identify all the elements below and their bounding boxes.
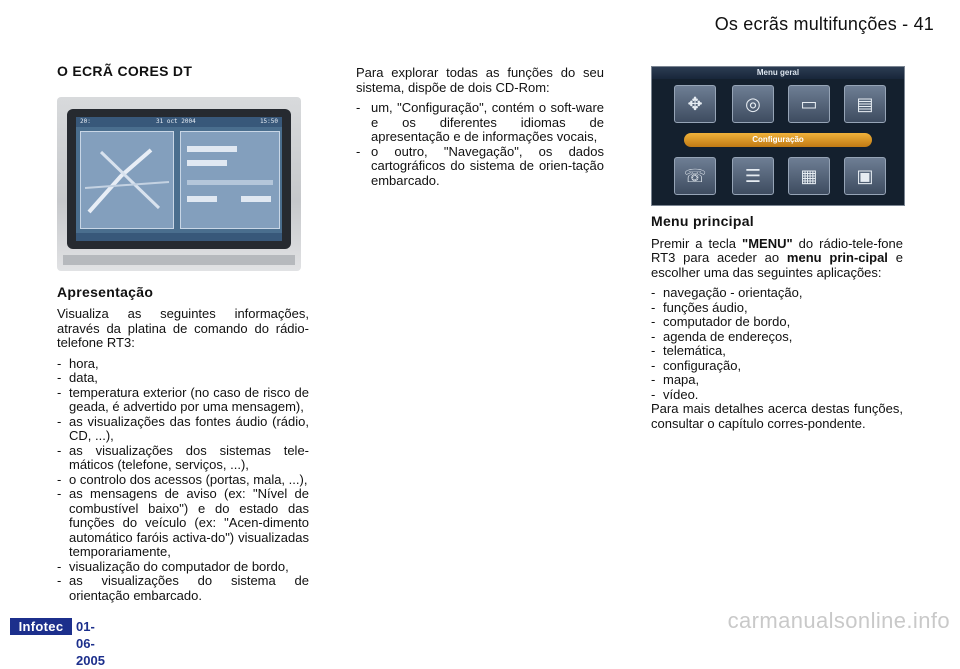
- para-text: Premir a tecla: [651, 235, 743, 251]
- lcd-radio-pane: [180, 131, 280, 229]
- section-title-apresentacao: Apresentação: [57, 283, 154, 300]
- lcd-status-bar: [76, 117, 282, 127]
- page-header-title: Os ecrãs multifunções - 41: [714, 14, 934, 34]
- menu-geral-screenshot: [651, 66, 905, 206]
- section-title-menu-principal: Menu principal: [651, 213, 754, 229]
- middle-column: [356, 66, 604, 188]
- list-item: - as visualizações do sistema de orientação embarcado.: [57, 574, 309, 603]
- list-item: - temperatura exterior (no caso de risco de geada, é advertido por uma mensagem),: [57, 386, 309, 415]
- infotec-logo: Infotec: [10, 618, 72, 635]
- cdrom-intro: Para explorar todas as funções do seu sistema, dispõe de dois CD-Rom:: [356, 65, 604, 95]
- right-column: [651, 66, 903, 437]
- agenda-icon: ▤: [844, 85, 886, 123]
- menu-title: Menu geral: [652, 67, 904, 79]
- radio-bars-graphic: [181, 132, 279, 228]
- list-item: - mapa,: [651, 373, 903, 388]
- dt-screen-photo: [57, 97, 301, 271]
- section-title-ecra: O ECRÃ CORES DT: [57, 63, 193, 79]
- map-icon: ▦: [788, 157, 830, 195]
- left-column: [57, 64, 309, 603]
- list-item: - hora,: [57, 357, 309, 372]
- apresentacao-list: [57, 357, 309, 604]
- list-item: - vídeo.: [651, 388, 903, 403]
- list-item: - data,: [57, 371, 309, 386]
- list-item: - as visualizações das fontes áudio (rádio, CD, ...),: [57, 415, 309, 444]
- para-text: e escolher uma das seguintes aplicações:: [651, 250, 903, 280]
- list-item: - as visualizações dos sistemas tele-máticos (telefone, serviços, ...),: [57, 444, 309, 473]
- list-item: - o outro, "Navegação", os dados cartográficos do sistema de orien-tação embarcado.: [356, 145, 604, 189]
- list-item: - funções áudio,: [651, 301, 903, 316]
- screen-bezel: [67, 109, 291, 249]
- navigation-icon: ✥: [674, 85, 716, 123]
- menu-principal-paragraph: [651, 237, 903, 281]
- list-item: - telemática,: [651, 344, 903, 359]
- telematics-icon: ☏: [674, 157, 716, 195]
- screen-lcd: [76, 117, 282, 241]
- configuration-icon: ☰: [732, 157, 774, 195]
- list-item: - as mensagens de aviso (ex: "Nível de combustível baixo") e do estado das funções do veículo (ex: "Acen-dimento automático faróis activa-do") visualizadas temporariamente,: [57, 487, 309, 560]
- video-icon: ▣: [844, 157, 886, 195]
- footer-date: 01-06-2005: [76, 619, 105, 668]
- menu-key-label: "MENU": [742, 235, 793, 251]
- audio-icon: ◎: [732, 85, 774, 123]
- list-item: - um, "Configuração", contém o soft-ware e os diferentes idiomas de apresentação e de informações vocais,: [356, 101, 604, 145]
- menu-principal-emph: menu prin-cipal: [786, 250, 888, 265]
- lcd-time-left: 20:: [80, 117, 91, 125]
- list-item: - o controlo dos acessos (portas, mala, ...),: [57, 473, 309, 488]
- lcd-time-right: 15:50: [259, 117, 278, 125]
- computer-icon: ▭: [788, 85, 830, 123]
- menu-apps-list: [651, 286, 903, 402]
- menu-selected-item: Configuração: [684, 133, 872, 147]
- apresentacao-intro: Visualiza as seguintes informações, através da platina de comando do rádio-telefone RT3:: [57, 306, 309, 350]
- list-item: - configuração,: [651, 359, 903, 374]
- watermark: carmanualsonline.info: [727, 608, 950, 633]
- list-item: - agenda de endereços,: [651, 330, 903, 345]
- para-text: do rádio-tele-fone RT3 para aceder ao: [651, 235, 903, 265]
- map-roads-graphic: [81, 132, 173, 228]
- list-item: - computador de bordo,: [651, 315, 903, 330]
- lcd-map-pane: [80, 131, 174, 229]
- screen-base: [63, 255, 295, 265]
- list-item: - visualização do computador de bordo,: [57, 560, 309, 575]
- lcd-footer-bar: [76, 233, 282, 241]
- menu-outro: Para mais detalhes acerca destas funções, consultar o capítulo corres-pondente.: [651, 401, 903, 431]
- lcd-date: 31 oct 2004: [156, 117, 196, 125]
- list-item: - navegação - orientação,: [651, 286, 903, 301]
- cdrom-list: [356, 101, 604, 188]
